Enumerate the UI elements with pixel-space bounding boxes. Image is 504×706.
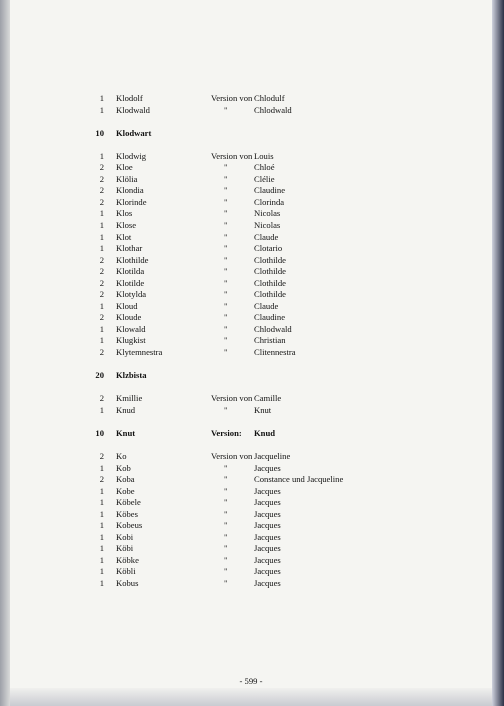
group-heading-row [10, 428, 492, 440]
name-entry-row [10, 243, 492, 255]
entry-count: 1 [99, 566, 104, 577]
entry-count: 1 [99, 231, 104, 242]
entry-count: 2 [99, 474, 104, 485]
version-name: Clélie [254, 173, 275, 184]
entry-name: Klotilde [116, 277, 145, 288]
ditto-mark: " [224, 231, 228, 242]
entry-count: 1 [99, 243, 104, 254]
page-right-edge [492, 0, 504, 706]
name-entry-row [10, 393, 492, 405]
blank-line [10, 416, 492, 428]
ditto-mark: " [224, 474, 228, 485]
entry-name: Klondia [116, 185, 144, 196]
entry-name: Klose [116, 220, 137, 231]
ditto-mark: " [224, 543, 228, 554]
entry-count: 10 [95, 427, 104, 438]
entry-name: Kob [116, 462, 131, 473]
version-name: Jacques [254, 520, 281, 531]
ditto-mark: " [224, 185, 228, 196]
version-name: Jacques [254, 543, 281, 554]
entry-name: Kobus [116, 577, 139, 588]
entry-name: Köbli [116, 566, 136, 577]
entry-count: 2 [99, 347, 104, 358]
version-name: Claudine [254, 185, 286, 196]
group-heading-row [10, 128, 492, 140]
entry-count: 10 [95, 127, 104, 138]
entry-name: Klodolf [116, 93, 143, 103]
version-name: Jacques [254, 577, 281, 588]
entry-count: 2 [99, 254, 104, 265]
entry-name: Klos [116, 208, 133, 219]
version-name: Jacques [254, 531, 281, 542]
ditto-mark: " [224, 347, 228, 358]
entry-name: Ko [116, 450, 127, 461]
entry-name: Klothilde [116, 254, 149, 265]
version-name: Nicolas [254, 208, 281, 219]
entry-count: 2 [99, 173, 104, 184]
entry-count: 2 [99, 289, 104, 300]
entry-count: 2 [99, 266, 104, 277]
name-entry-row [10, 255, 492, 267]
entry-name: Klzbista [116, 370, 147, 381]
ditto-mark: " [224, 485, 228, 496]
version-name: Jacques [254, 485, 281, 496]
name-entry-row [10, 174, 492, 186]
name-entry-row [10, 208, 492, 220]
ditto-mark: " [224, 577, 228, 588]
version-name: Jacques [254, 554, 281, 565]
entry-count: 1 [99, 485, 104, 496]
version-name: Jacques [254, 497, 281, 508]
name-entry-row [10, 497, 492, 509]
entry-count: 2 [99, 196, 104, 207]
entry-count: 1 [99, 531, 104, 542]
name-entry-row [10, 232, 492, 244]
ditto-mark: " [224, 196, 228, 207]
entry-name: Klodwig [116, 150, 147, 161]
name-entry-row [10, 324, 492, 336]
version-label: Version von [211, 150, 253, 161]
version-name: Camille [254, 393, 282, 404]
ditto-mark: " [224, 497, 228, 508]
entry-name: Klotilda [116, 266, 145, 277]
ditto-mark: " [224, 531, 228, 542]
entry-name: Kobi [116, 531, 134, 542]
version-name: Chloé [254, 162, 275, 173]
entry-count: 1 [99, 577, 104, 588]
name-entry-row [10, 486, 492, 498]
ditto-mark: " [224, 277, 228, 288]
version-name: Jacqueline [254, 450, 291, 461]
name-entry-row [10, 185, 492, 197]
entry-count: 1 [99, 323, 104, 334]
entry-name: Klodwart [116, 127, 152, 138]
name-entry-row [10, 347, 492, 359]
name-entry-row [10, 405, 492, 417]
entry-count: 2 [99, 393, 104, 404]
entry-count: 1 [99, 543, 104, 554]
version-name: Nicolas [254, 220, 281, 231]
version-name: Chlodwald [254, 323, 292, 334]
ditto-mark: " [224, 404, 228, 415]
ditto-mark: " [224, 254, 228, 265]
entry-name: Klowald [116, 323, 146, 334]
group-heading-row [10, 370, 492, 382]
ditto-mark: " [224, 335, 228, 346]
version-name: Jacques [254, 508, 281, 519]
version-name: Clothilde [254, 254, 286, 265]
ditto-mark: " [224, 323, 228, 334]
version-name: Knud [254, 427, 276, 438]
ditto-mark: " [224, 243, 228, 254]
entry-name: Klothar [116, 243, 143, 254]
entry-name: Klugkist [116, 335, 146, 346]
version-label: Version: [211, 427, 242, 438]
entry-name: Köbele [116, 497, 141, 508]
entry-name: Koba [116, 474, 135, 485]
entry-name: Klölia [116, 173, 138, 184]
ditto-mark: " [224, 300, 228, 311]
entry-name: Klorinde [116, 196, 147, 207]
version-name: Clotario [254, 243, 283, 254]
name-entry-row [10, 220, 492, 232]
blank-line [10, 439, 492, 451]
blank-line [10, 116, 492, 128]
entry-count: 2 [99, 185, 104, 196]
entry-count: 1 [99, 520, 104, 531]
blank-line [10, 382, 492, 394]
name-entry-row [10, 555, 492, 567]
version-label: Version von [211, 450, 253, 461]
entry-count: 1 [99, 462, 104, 473]
entry-name: Klodwald [116, 104, 150, 115]
entry-name: Klytemnestra [116, 347, 163, 358]
document-page [10, 0, 492, 706]
ditto-mark: " [224, 104, 228, 115]
blank-line [10, 139, 492, 151]
entry-name: Klotylda [116, 289, 147, 300]
entry-count: 20 [95, 370, 104, 381]
ditto-mark: " [224, 162, 228, 173]
name-entry-row [10, 335, 492, 347]
name-entry-row [10, 520, 492, 532]
version-name: Claudine [254, 312, 286, 323]
name-entry-row [10, 532, 492, 544]
ditto-mark: " [224, 266, 228, 277]
ditto-mark: " [224, 289, 228, 300]
ditto-mark: " [224, 208, 228, 219]
ditto-mark: " [224, 462, 228, 473]
entry-count: 2 [99, 312, 104, 323]
entry-count: 2 [99, 450, 104, 461]
name-entry-row [10, 289, 492, 301]
version-name: Claude [254, 231, 279, 242]
name-entry-row [10, 105, 492, 117]
name-entry-row [10, 93, 492, 105]
entry-name: Köbi [116, 543, 134, 554]
name-entry-row [10, 312, 492, 324]
version-name: Christian [254, 335, 286, 346]
version-label: Version von [211, 93, 253, 103]
ditto-mark: " [224, 173, 228, 184]
version-label: Version von [211, 393, 253, 404]
version-name: Clorinda [254, 196, 285, 207]
name-index-list [10, 93, 492, 590]
entry-name: Kloe [116, 162, 133, 173]
entry-name: Kmillie [116, 393, 143, 404]
page-bottom-edge [10, 688, 492, 706]
version-name: Clothilde [254, 289, 286, 300]
version-name: Knut [254, 404, 272, 415]
entry-name: Klot [116, 231, 132, 242]
entry-name: Kloud [116, 300, 138, 311]
entry-count: 1 [99, 497, 104, 508]
name-entry-row [10, 301, 492, 313]
entry-count: 1 [99, 404, 104, 415]
entry-count: 1 [99, 508, 104, 519]
name-entry-row [10, 543, 492, 555]
page-binding-edge [0, 0, 10, 706]
entry-count: 2 [99, 277, 104, 288]
version-name: Clitennestra [254, 347, 296, 358]
entry-count: 2 [99, 162, 104, 173]
version-name: Claude [254, 300, 279, 311]
name-entry-row [10, 463, 492, 475]
blank-line [10, 359, 492, 371]
ditto-mark: " [224, 220, 228, 231]
entry-count: 1 [99, 300, 104, 311]
name-entry-row [10, 474, 492, 486]
version-name: Louis [254, 150, 274, 161]
name-entry-row [10, 451, 492, 463]
ditto-mark: " [224, 520, 228, 531]
name-entry-row [10, 266, 492, 278]
version-name: Chlodulf [254, 93, 285, 103]
entry-count: 1 [99, 554, 104, 565]
name-entry-row [10, 566, 492, 578]
name-entry-row [10, 151, 492, 163]
ditto-mark: " [224, 554, 228, 565]
entry-name: Kobe [116, 485, 135, 496]
name-entry-row [10, 278, 492, 290]
version-name: Chlodwald [254, 104, 292, 115]
ditto-mark: " [224, 312, 228, 323]
entry-name: Knud [116, 404, 136, 415]
name-entry-row [10, 509, 492, 521]
entry-count: 1 [99, 220, 104, 231]
ditto-mark: " [224, 508, 228, 519]
entry-count: 1 [99, 104, 104, 115]
version-name: Clothilde [254, 266, 286, 277]
version-name: Clothilde [254, 277, 286, 288]
entry-count: 1 [99, 208, 104, 219]
name-entry-row [10, 578, 492, 590]
name-entry-row [10, 162, 492, 174]
entry-name: Kobeus [116, 520, 143, 531]
entry-name: Köbke [116, 554, 139, 565]
entry-count: 1 [99, 335, 104, 346]
version-name: Jacques [254, 462, 281, 473]
entry-name: Knut [116, 427, 136, 438]
version-name: Constance und Jacqueline [254, 474, 344, 485]
entry-count: 1 [99, 93, 104, 103]
page-number: - 599 - [239, 676, 263, 686]
version-name: Jacques [254, 566, 281, 577]
entry-name: Köbes [116, 508, 138, 519]
ditto-mark: " [224, 566, 228, 577]
entry-name: Kloude [116, 312, 142, 323]
entry-count: 1 [99, 150, 104, 161]
name-entry-row [10, 197, 492, 209]
